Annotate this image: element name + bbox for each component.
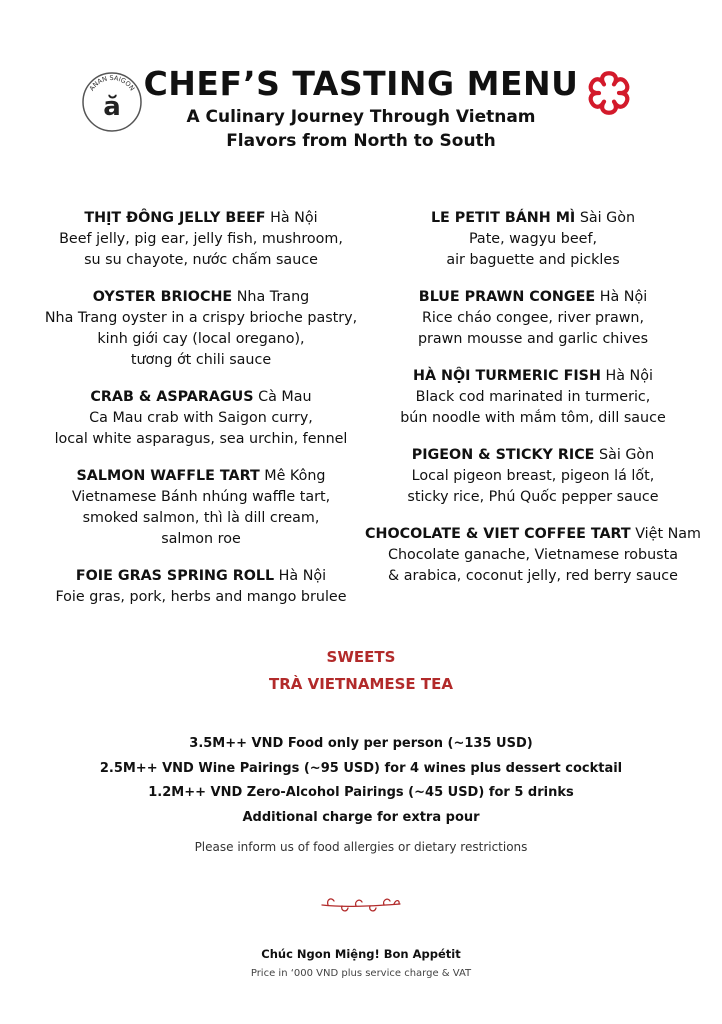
- dish-description-line: bún noodle with mắm tôm, dill sauce: [400, 410, 666, 426]
- dish-name: CRAB & ASPARAGUS: [90, 389, 254, 405]
- dish-description-line: su su chayote, nước chấm sauce: [84, 252, 318, 268]
- dish-location: Hà Nội: [605, 368, 653, 384]
- menu-item: [363, 445, 703, 508]
- michelin-star-icon: [580, 64, 638, 122]
- price-footnote: Price in ‘000 VND plus service charge & VAT: [250, 968, 472, 979]
- logo-letter: ă: [103, 92, 121, 122]
- dish-location: Hà Nội: [599, 289, 648, 305]
- dish-heading: [363, 287, 703, 308]
- sweets-heading: SWEETS: [326, 648, 396, 666]
- dish-location: Nha Trang: [236, 289, 310, 305]
- dish-name: LE PETIT BÁNH MÌ: [430, 210, 576, 226]
- dish-description-line: Ca Mau crab with Saigon curry,: [89, 410, 313, 426]
- menu-item: [31, 387, 371, 450]
- menu-item: [31, 466, 371, 550]
- menu-item: [363, 287, 703, 350]
- subtitle-line-1: A Culinary Journey Through Vietnam: [186, 107, 536, 127]
- dish-description-line: & arabica, coconut jelly, red berry sauce: [388, 568, 678, 584]
- menu-item: [31, 287, 371, 371]
- dish-description-line: Nha Trang oyster in a crispy brioche pastry,: [44, 310, 358, 326]
- dish-description-line: Rice cháo congee, river prawn,: [421, 310, 645, 326]
- pricing-block: [0, 732, 722, 830]
- menu-item: [31, 566, 371, 608]
- dish-heading: [363, 366, 703, 387]
- price-extra-pour: Additional charge for extra pour: [242, 809, 480, 825]
- dish-description-line: Black cod marinated in turmeric,: [415, 389, 651, 405]
- dish-description-line: smoked salmon, thì là dill cream,: [82, 510, 320, 526]
- dish-heading: [31, 466, 371, 487]
- dish-location: Cà Mau: [258, 389, 312, 405]
- dish-location: Hà Nội: [278, 568, 327, 584]
- dish-name: FOIE GRAS SPRING ROLL: [75, 568, 275, 584]
- dish-description-line: local white asparagus, sea urchin, fennel: [54, 431, 348, 447]
- subtitle-line-2: Flavors from North to South: [226, 131, 496, 151]
- dish-description-line: Beef jelly, pig ear, jelly fish, mushroom,: [59, 231, 343, 247]
- dish-heading: [31, 566, 371, 587]
- tea-heading: TRÀ VIETNAMESE TEA: [269, 675, 453, 693]
- menu-column-right: [363, 208, 703, 603]
- dish-description-line: salmon roe: [161, 531, 241, 547]
- price-food: 3.5M++ VND Food only per person (~135 USD): [189, 736, 533, 751]
- dish-heading: [363, 208, 703, 229]
- allergy-note: Please inform us of food allergies or dietary restrictions: [194, 840, 528, 854]
- page-title: CHEF’S TASTING MENU: [143, 64, 579, 103]
- dish-description-line: Foie gras, pork, herbs and mango brulee: [55, 589, 347, 605]
- dish-description-line: Pate, wagyu beef,: [468, 231, 598, 247]
- dish-location: Sài Gòn: [599, 447, 655, 463]
- menu-item: [363, 208, 703, 271]
- menu-item: [31, 208, 371, 271]
- dish-heading: [31, 208, 371, 229]
- dish-description-line: air baguette and pickles: [446, 252, 620, 268]
- menu-item: [363, 366, 703, 429]
- dish-location: Việt Nam: [635, 526, 701, 542]
- price-wine-pairing: 2.5M++ VND Wine Pairings (~95 USD) for 4 wines plus dessert cocktail: [99, 760, 623, 776]
- dish-heading: [31, 387, 371, 408]
- dish-description-line: Chocolate ganache, Vietnamese robusta: [388, 547, 678, 563]
- closing-greeting: Chúc Ngon Miệng! Bon Appétit: [261, 947, 461, 961]
- dish-name: BLUE PRAWN CONGEE: [418, 289, 596, 305]
- dish-heading: [363, 445, 703, 466]
- dish-description-line: Local pigeon breast, pigeon lá lốt,: [411, 468, 655, 484]
- dish-description-line: tương ớt chili sauce: [130, 352, 272, 368]
- dish-heading: [363, 524, 703, 545]
- dish-description-line: sticky rice, Phú Quốc pepper sauce: [407, 489, 659, 505]
- dish-name: HÀ NỘI TURMERIC FISH: [413, 368, 601, 384]
- dish-location: Hà Nội: [270, 210, 318, 226]
- dish-name: THỊT ĐÔNG JELLY BEEF: [84, 210, 266, 226]
- menu-column-left: [31, 208, 371, 624]
- dish-name: OYSTER BRIOCHE: [92, 289, 233, 305]
- dish-location: Mê Kông: [264, 468, 326, 484]
- dish-name: SALMON WAFFLE TART: [76, 468, 260, 484]
- dish-location: Sài Gòn: [579, 210, 636, 226]
- price-zero-alcohol-pairing: 1.2M++ VND Zero-Alcohol Pairings (~45 USD) for 5 drinks: [148, 785, 574, 800]
- dish-description-line: prawn mousse and garlic chives: [417, 331, 649, 347]
- menu-header: [0, 0, 722, 170]
- dish-name: PIGEON & STICKY RICE: [411, 447, 595, 463]
- menu-item: [363, 524, 703, 587]
- logo-text: ANAN SAIGON: [87, 73, 137, 93]
- dish-description-line: kinh giới cay (local oregano),: [97, 331, 305, 347]
- dish-description-line: Vietnamese Bánh nhúng waffle tart,: [71, 489, 331, 505]
- vine-ornament-icon: [320, 893, 402, 917]
- dish-name: CHOCOLATE & VIET COFFEE TART: [365, 526, 631, 542]
- dish-heading: [31, 287, 371, 308]
